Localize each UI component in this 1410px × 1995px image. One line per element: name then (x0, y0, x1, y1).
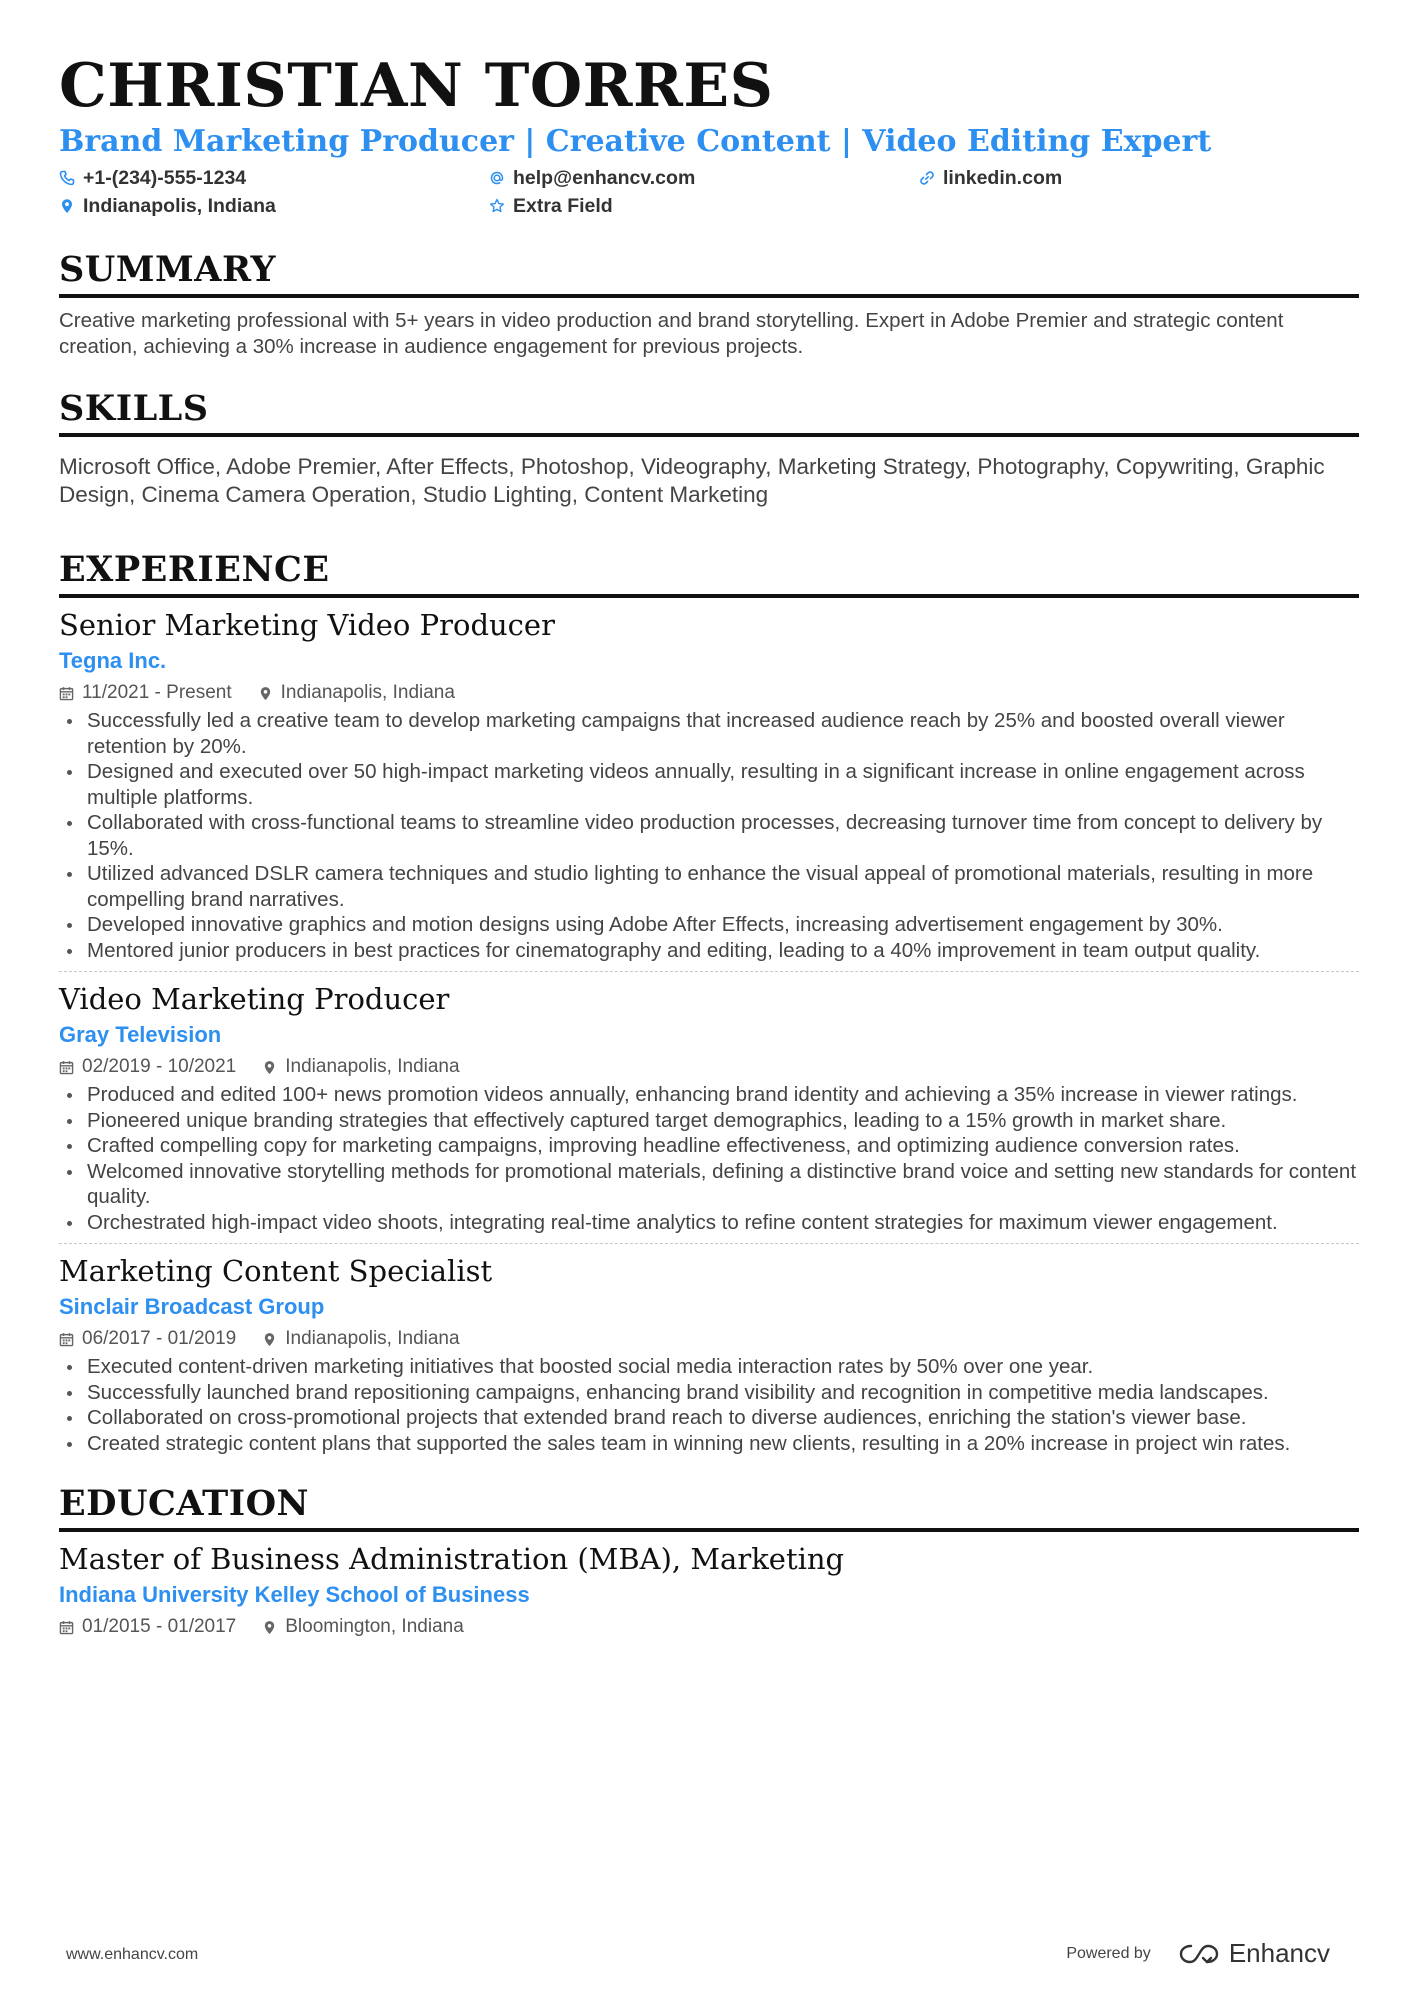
job-location-text: Indianapolis, Indiana (285, 1056, 460, 1077)
bullet-item: Collaborated with cross-functional teams to streamline video production processes, decreasing turnover time from concept to delivery by 15%. (59, 810, 1359, 861)
enhancv-logo-text: Enhancv (1228, 1938, 1330, 1968)
job-location-text: Indianapolis, Indiana (285, 1328, 460, 1349)
contact-linkedin[interactable] (919, 166, 1349, 190)
bullet-item: Crafted compelling copy for marketing campaigns, improving headline effectiveness, and optimizing audience conversion rates. (59, 1133, 1359, 1159)
entry-divider (59, 971, 1359, 972)
skills-heading: SKILLS (59, 388, 209, 429)
contact-location (59, 194, 489, 218)
experience-heading: EXPERIENCE (59, 549, 330, 590)
bullet-item: Developed innovative graphics and motion designs using Adobe After Effects, increasing advertisement engagement by 30%. (59, 912, 1359, 938)
star-icon (489, 198, 505, 214)
school-name: Indiana University Kelley School of Business (59, 1582, 530, 1607)
extra-field-text: Extra Field (513, 194, 613, 217)
bullet-item: Successfully led a creative team to develop marketing campaigns that increased audience reach by 25% and boosted overall viewer retention by 20%. (59, 708, 1359, 759)
bullet-item: Pioneered unique branding strategies that effectively captured target demographics, leading to a 15% growth in market share. (59, 1108, 1359, 1134)
experience-section (59, 548, 1359, 1456)
resume-page (59, 48, 1359, 1640)
job-dates: 02/2019 - 10/2021 (82, 1056, 237, 1077)
contact-email[interactable] (489, 166, 919, 190)
location-pin-icon (262, 1060, 277, 1075)
location-text: Indianapolis, Indiana (83, 194, 276, 217)
bullet-item: Created strategic content plans that supported the sales team in winning new clients, resulting in a 20% increase in project win rates. (59, 1431, 1359, 1457)
experience-entry (59, 1252, 1359, 1456)
bullet-item: Successfully launched brand repositioning campaigns, enhancing brand visibility and recognition in competitive media landscapes. (59, 1380, 1359, 1406)
job-location (258, 682, 455, 704)
calendar-icon (59, 1060, 74, 1075)
job-location (262, 1328, 459, 1350)
job-meta (59, 680, 1359, 706)
education-location-text: Bloomington, Indiana (285, 1616, 464, 1637)
enhancv-logo-icon (1177, 1941, 1221, 1967)
calendar-icon (59, 1620, 74, 1635)
contact-extra (489, 194, 919, 218)
education-meta (59, 1614, 1359, 1640)
location-pin-icon (59, 198, 75, 214)
page-footer (0, 1936, 1410, 1976)
company-name: Sinclair Broadcast Group (59, 1294, 325, 1319)
experience-entry (59, 980, 1359, 1235)
job-meta (59, 1326, 1359, 1352)
job-title: Marketing Content Specialist (59, 1254, 493, 1288)
link-icon (919, 170, 935, 186)
section-divider (59, 294, 1359, 298)
bullet-item: Designed and executed over 50 high-impact marketing videos annually, resulting in a significant increase in online engagement across multiple platforms. (59, 759, 1359, 810)
location-pin-icon (258, 686, 273, 701)
summary-heading: SUMMARY (59, 249, 276, 290)
location-pin-icon (262, 1620, 277, 1635)
bullet-item: Welcomed innovative storytelling methods for promotional materials, defining a distinctive brand voice and setting new standards for content quality. (59, 1159, 1359, 1210)
candidate-headline: Brand Marketing Producer | Creative Content | Video Editing Expert (59, 124, 1212, 159)
section-divider (59, 594, 1359, 598)
footer-branding (1066, 1938, 1330, 1969)
linkedin-link[interactable]: linkedin.com (943, 166, 1063, 189)
at-sign-icon (489, 170, 505, 186)
phone-icon (59, 170, 75, 186)
job-location (262, 1056, 459, 1078)
footer-website-link[interactable]: www.enhancv.com (66, 1946, 199, 1963)
phone-number: +1-(234)-555-1234 (83, 166, 247, 189)
powered-by-label: Powered by (1066, 1944, 1151, 1962)
bullet-item: Utilized advanced DSLR camera techniques and studio lighting to enhance the visual appeal of promotional materials, resulting in more compelling brand narratives. (59, 861, 1359, 912)
contact-phone (59, 166, 489, 190)
bullet-item: Mentored junior producers in best practices for cinematography and editing, leading to a 40% improvement in team output quality. (59, 938, 1359, 964)
bullet-item: Produced and edited 100+ news promotion videos annually, enhancing brand identity and achieving a 35% increase in viewer ratings. (59, 1082, 1359, 1108)
education-section (59, 1482, 1359, 1640)
skills-list: Microsoft Office, Adobe Premier, After Effects, Photoshop, Videography, Marketing Strategy, Photography, Copywriting, Graphic Design, Cinema Camera Operation, Studio Lighting, Content Marketing (59, 454, 1325, 507)
job-location-text: Indianapolis, Indiana (280, 682, 455, 703)
enhancv-logo[interactable] (1177, 1938, 1330, 1969)
education-entry (59, 1540, 1359, 1640)
job-bullets (59, 708, 1359, 963)
education-dates: 01/2015 - 01/2017 (82, 1616, 237, 1637)
job-title: Senior Marketing Video Producer (59, 608, 555, 642)
skills-section (59, 387, 1359, 508)
job-bullets (59, 1082, 1359, 1235)
degree-title: Master of Business Administration (MBA), Marketing (59, 1542, 845, 1576)
calendar-icon (59, 686, 74, 701)
bullet-item: Executed content-driven marketing initiatives that boosted social media interaction rates by 50% over one year. (59, 1354, 1359, 1380)
location-pin-icon (262, 1332, 277, 1347)
experience-entry (59, 606, 1359, 963)
job-dates: 06/2017 - 01/2019 (82, 1328, 237, 1349)
job-dates: 11/2021 - Present (82, 682, 232, 703)
section-divider (59, 433, 1359, 437)
contact-info (59, 166, 1359, 218)
job-bullets (59, 1354, 1359, 1456)
bullet-item: Orchestrated high-impact video shoots, integrating real-time analytics to refine content strategies for maximum viewer engagement. (59, 1210, 1359, 1236)
summary-text: Creative marketing professional with 5+ years in video production and brand storytelling. Expert in Adobe Premier and strategic content creation, achieving a 30% increase in audience engagement for previous projects. (59, 309, 1284, 358)
education-heading: EDUCATION (59, 1483, 310, 1524)
education-location (262, 1616, 464, 1638)
summary-section (59, 248, 1359, 359)
job-title: Video Marketing Producer (59, 982, 450, 1016)
company-name: Tegna Inc. (59, 648, 167, 673)
job-meta (59, 1054, 1359, 1080)
calendar-icon (59, 1332, 74, 1347)
bullet-item: Collaborated on cross-promotional projects that extended brand reach to diverse audiences, enriching the station's viewer base. (59, 1405, 1359, 1431)
section-divider (59, 1528, 1359, 1532)
entry-divider (59, 1243, 1359, 1244)
candidate-name: CHRISTIAN TORRES (59, 51, 774, 121)
company-name: Gray Television (59, 1022, 222, 1047)
email-address[interactable]: help@enhancv.com (513, 166, 696, 189)
